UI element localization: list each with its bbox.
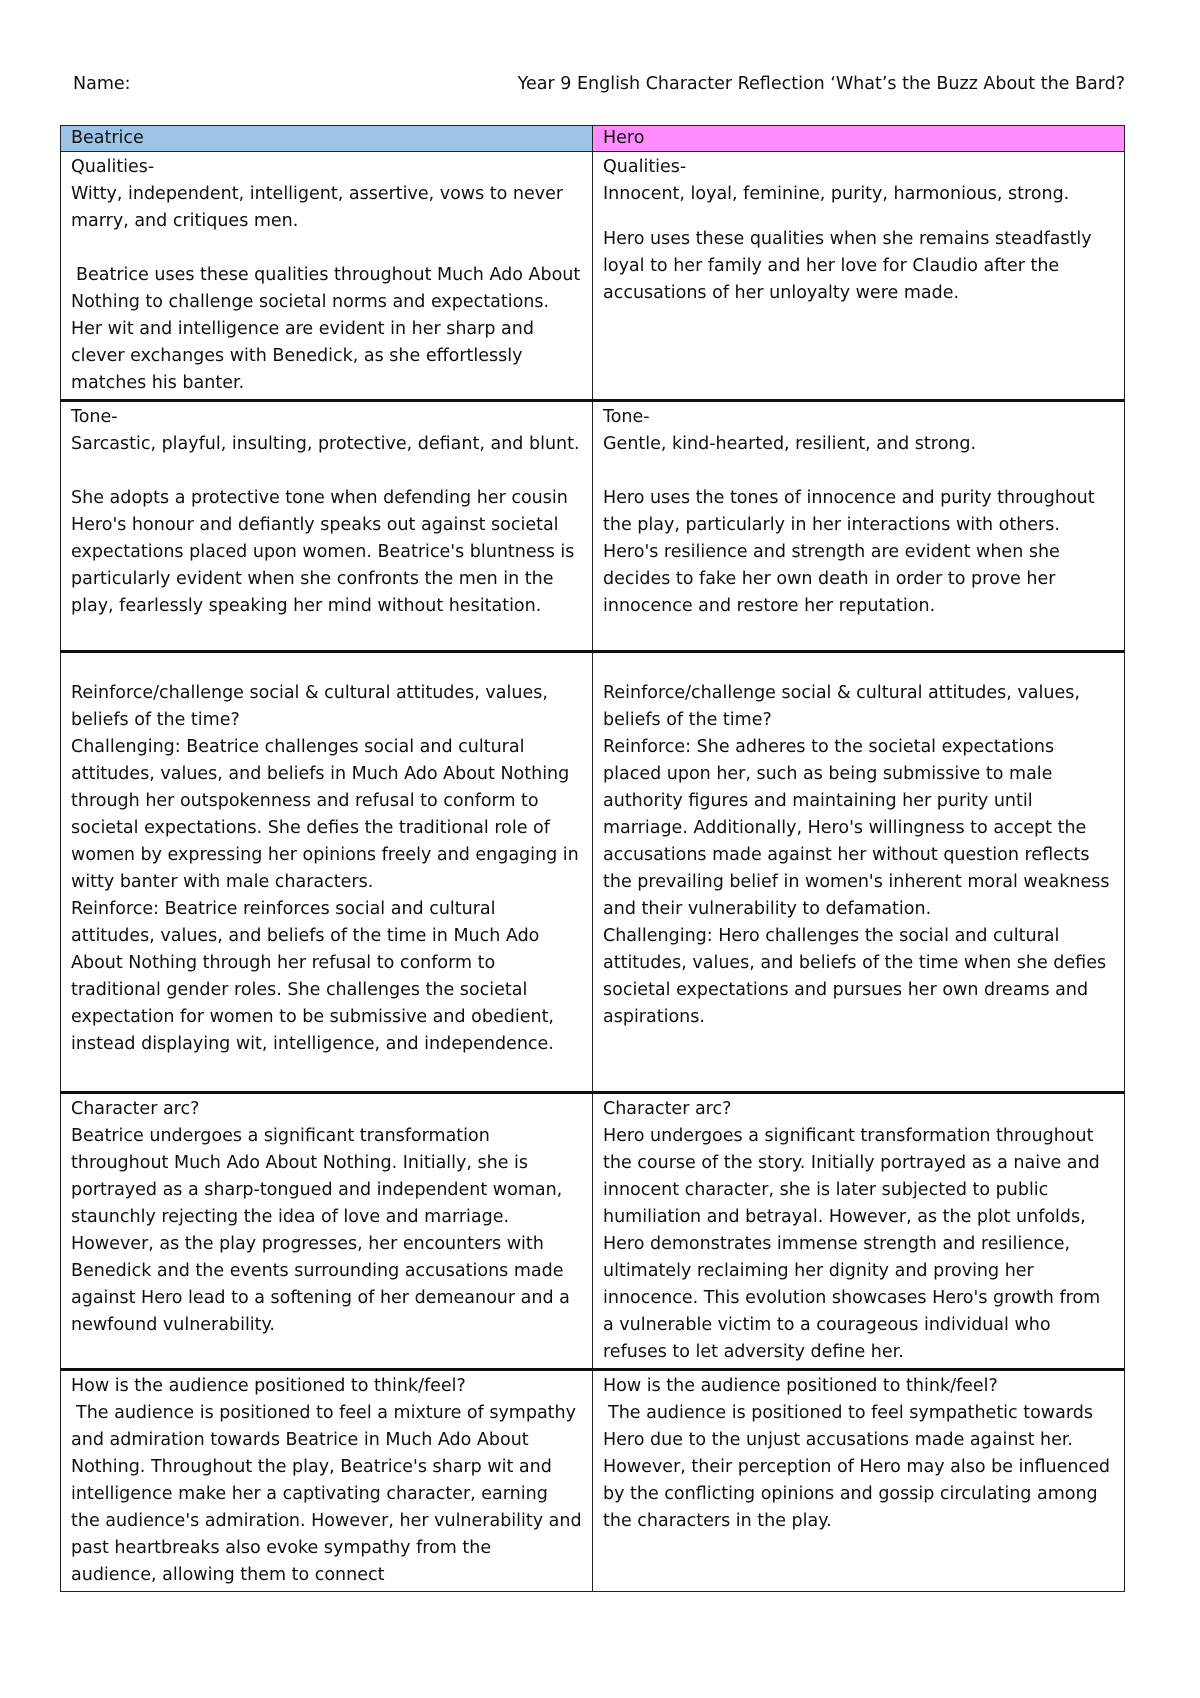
beatrice-arc-cell [61,1093,593,1370]
qualities-body: Hero uses these qualities when she remains steadfastly loyal to her family and her love for Claudio after the accusations of her unloyalty were made. [603,229,1092,303]
tone-label: Tone- [603,407,650,427]
page-header [73,74,1125,104]
hero-attitudes-cell [593,652,1125,1093]
audience-body: The audience is positioned to feel sympathetic towards Hero due to the unjust accusations made against her. However, their perception of Hero may also be influenced by the conflicting opinions and gossip circulating among the characters in the play. [603,1403,1110,1531]
attitudes-question: Reinforce/challenge social & cultural attitudes, values, beliefs of the time? [603,683,1080,730]
beatrice-attitudes-cell [61,652,593,1093]
attitudes-row [61,652,1125,1093]
attitudes-reinforce: Reinforce: She adheres to the societal expectations placed upon her, such as being submissive to male authority figures and maintaining her purity until marriage. Additionally, Hero's willingness to accept the accusations made against her without question reflects the prevailing belief in women's inherent moral weakness and their vulnerability to defamation. [603,737,1110,919]
attitudes-reinforce: Reinforce: Beatrice reinforces social and cultural attitudes, values, and beliefs of the time in Much Ado About Nothing through her refusal to conform to traditional gender roles. She challenges the societal expectation for women to be submissive and obedient, instead displaying wit, intelligence, and independence. [71,899,554,1054]
arc-row [61,1093,1125,1370]
beatrice-qualities-cell [61,152,593,401]
beatrice-tone-cell [61,401,593,652]
arc-body: Hero undergoes a significant transformation throughout the course of the story. Initially portrayed as a naive and innocent character, she is later subjected to public humiliation and betrayal. However, as the plot unfolds, Hero demonstrates immense strength and resilience, ultimately reclaiming her dignity and proving her innocence. This evolution showcases Hero's growth from a vulnerable victim to a courageous individual who refuses to let adversity define her. [603,1126,1101,1362]
tone-label: Tone- [71,407,118,427]
audience-label: How is the audience positioned to think/feel? [71,1376,466,1396]
name-label: Name: [73,74,131,94]
qualities-label: Qualities- [71,157,155,177]
character-reflection-table [60,125,1125,1592]
hero-tone-cell [593,401,1125,652]
audience-body: The audience is positioned to feel a mixture of sympathy and admiration towards Beatrice in Much Ado About Nothing. Throughout the play, Beatrice's sharp wit and intelligence make her a captivating character, earning the audience's admiration. However, her vulnerability and past heartbreaks also evoke sympathy from the audience, allowing them to connect [71,1403,582,1585]
tone-list: Gentle, kind-hearted, resilient, and strong. [603,434,977,454]
qualities-row [61,152,1125,401]
arc-label: Character arc? [71,1099,200,1119]
qualities-list: Innocent, loyal, feminine, purity, harmonious, strong. [603,184,1070,204]
qualities-list: Witty, independent, intelligent, assertive, vows to never marry, and critiques men. [71,184,564,231]
arc-label: Character arc? [603,1099,732,1119]
hero-column-header: Hero [593,126,1125,152]
audience-row [61,1370,1125,1592]
attitudes-challenging: Challenging: Beatrice challenges social and cultural attitudes, values, and beliefs in Much Ado About Nothing through her outspokenness and refusal to conform to societal expectations. She defies the traditional role of women by expressing her opinions freely and engaging in witty banter with male characters. [71,737,579,892]
tone-body: Hero uses the tones of innocence and purity throughout the play, particularly in her interactions with others. Hero's resilience and strength are evident when she decides to fake her own death in order to prove her innocence and restore her reputation. [603,488,1095,616]
attitudes-challenging: Challenging: Hero challenges the social and cultural attitudes, values, and beliefs of the time when she defies societal expectations and pursues her own dreams and aspirations. [603,926,1107,1027]
tone-row [61,401,1125,652]
beatrice-column-header: Beatrice [61,126,593,152]
arc-body: Beatrice undergoes a significant transformation throughout Much Ado About Nothing. Initially, she is portrayed as a sharp-tongued and independent woman, staunchly rejecting the idea of love and marriage. However, as the play progresses, her encounters with Benedick and the events surrounding accusations made against Hero lead to a softening of her demeanour and a newfound vulnerability. [71,1126,570,1335]
hero-arc-cell [593,1093,1125,1370]
hero-qualities-cell [593,152,1125,401]
hero-audience-cell [593,1370,1125,1592]
qualities-body: Beatrice uses these qualities throughout Much Ado About Nothing to challenge societal norms and expectations. Her wit and intelligence are evident in her sharp and clever exchanges with Benedick, as she effortlessly matches his banter. [71,265,581,393]
attitudes-question: Reinforce/challenge social & cultural attitudes, values, beliefs of the time? [71,683,548,730]
table-header-row [61,126,1125,152]
qualities-label: Qualities- [603,157,687,177]
audience-label: How is the audience positioned to think/feel? [603,1376,998,1396]
tone-body: She adopts a protective tone when defending her cousin Hero's honour and defiantly speaks out against societal expectations placed upon women. Beatrice's bluntness is particularly evident when she confronts the men in the play, fearlessly speaking her mind without hesitation. [71,488,575,616]
document-title: Year 9 English Character Reflection ‘What’s the Buzz About the Bard? [517,74,1125,94]
beatrice-audience-cell [61,1370,593,1592]
tone-list: Sarcastic, playful, insulting, protective, defiant, and blunt. [71,434,580,454]
